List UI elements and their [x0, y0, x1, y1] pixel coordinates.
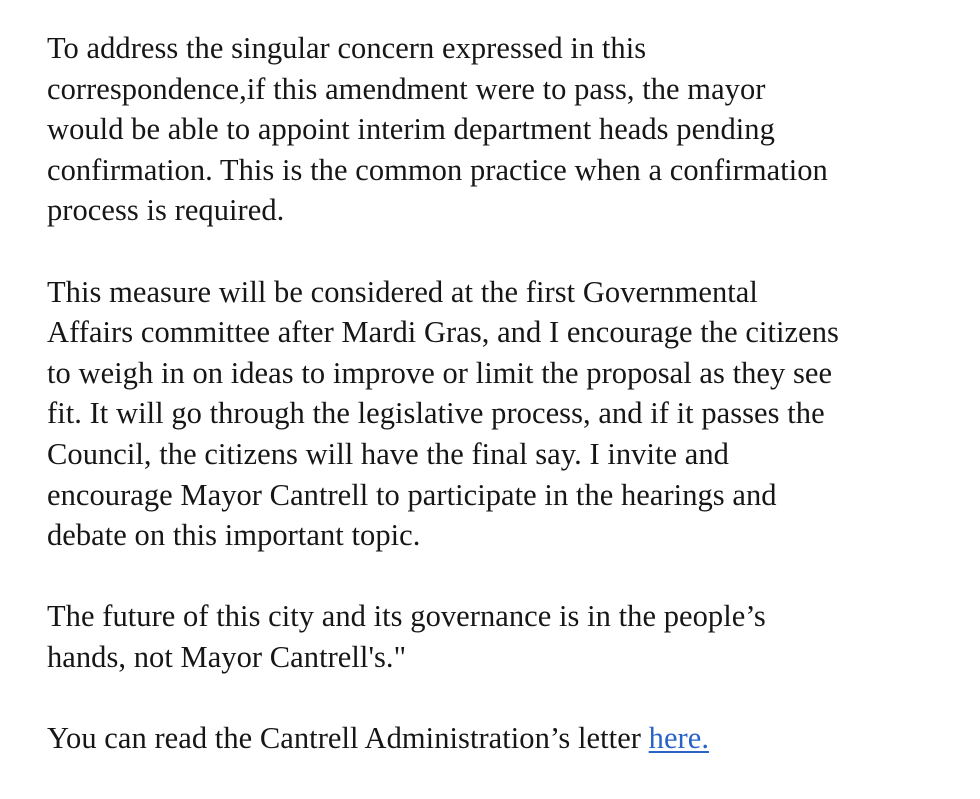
paragraph-future-of-city [47, 596, 967, 677]
text-line: correspondence,if this amendment were to pass, the mayor [47, 71, 766, 106]
text-line: This measure will be considered at the first Governmental [47, 274, 758, 309]
letter-link[interactable]: here. [648, 721, 710, 756]
closing-text: You can read the Cantrell Administration’s letter [47, 721, 649, 756]
text-line: The future of this city and its governance is in the people’s [47, 599, 766, 634]
text-line: debate on this important topic. [47, 518, 421, 553]
paragraph-closing [47, 718, 967, 759]
text-line: Council, the citizens will have the final say. I invite and [47, 436, 729, 471]
text-line: fit. It will go through the legislative process, and if it passes the [47, 396, 825, 431]
paragraph-interim-appointments [47, 28, 967, 231]
text-line: Affairs committee after Mardi Gras, and I encourage the citizens [47, 315, 839, 350]
text-line: To address the singular concern expressed in this [47, 31, 647, 65]
closing-line [47, 718, 967, 759]
document-body [47, 28, 967, 799]
text-line: to weigh in on ideas to improve or limit the proposal as they see [47, 355, 833, 390]
text-line: confirmation. This is the common practice when a confirmation [47, 152, 828, 187]
text-line: would be able to appoint interim department heads pending [47, 112, 775, 147]
text-line: hands, not Mayor Cantrell's." [47, 639, 407, 674]
paragraph-legislative-process [47, 272, 967, 556]
text-line: encourage Mayor Cantrell to participate in the hearings and [47, 477, 777, 512]
text-line: process is required. [47, 193, 285, 228]
